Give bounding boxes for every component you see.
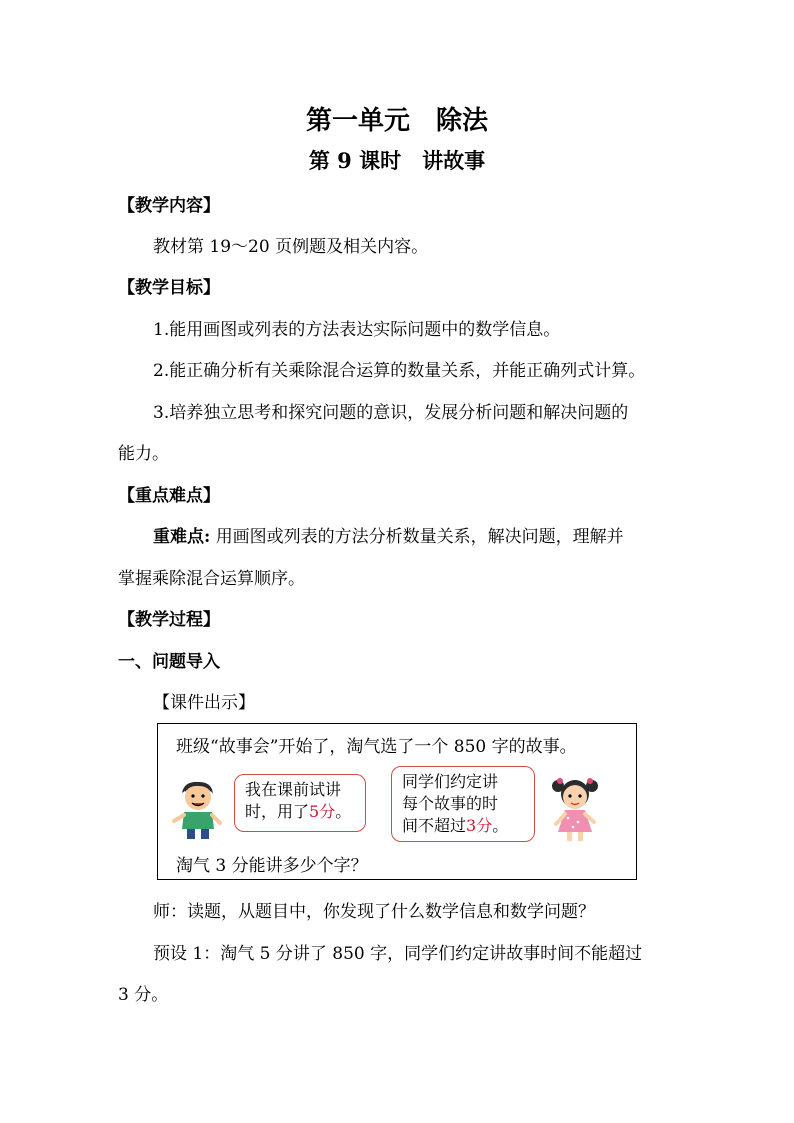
panel-story-line: 班级“故事会”开始了，淘气选了一个 850 字的故事。 bbox=[176, 737, 577, 757]
courseware-label: 【课件出示】 bbox=[153, 693, 255, 713]
girl-bubble-line2: 每个故事的时 bbox=[402, 794, 499, 813]
panel-question: 淘气 3 分能讲多少个字？ bbox=[176, 856, 368, 876]
key-label: 重难点 bbox=[153, 527, 204, 547]
preset-1-line1: 预设 1：淘气 5 分讲了 850 字，同学们约定讲故事时间不能超过 bbox=[153, 944, 643, 964]
key-points-line1: 重难点: 用画图或列表的方法分析数量关系，解决问题，理解并 bbox=[153, 527, 624, 547]
girl-time-highlight: 3分 bbox=[466, 816, 493, 835]
boy-speech-bubble bbox=[234, 774, 366, 832]
goal-3-line2: 能力。 bbox=[118, 444, 169, 464]
page-subtitle: 第 9 课时 讲故事 bbox=[308, 148, 486, 173]
heading-process: 【教学过程】 bbox=[118, 610, 220, 630]
page-title: 第一单元 除法 bbox=[305, 106, 488, 136]
boy-figure-icon bbox=[172, 779, 222, 841]
goal-3-line1: 3.培养独立思考和探究问题的意识，发展分析问题和解决问题的 bbox=[153, 403, 629, 423]
key-text: 用画图或列表的方法分析数量关系，解决问题，理解并 bbox=[215, 527, 624, 547]
boy-bubble-line1: 我在课前试讲 bbox=[245, 780, 342, 799]
heading-key-points: 【重点难点】 bbox=[118, 486, 220, 506]
content-text: 教材第 19～20 页例题及相关内容。 bbox=[153, 237, 429, 257]
part1-heading: 一、问题导入 bbox=[118, 652, 220, 672]
preset-1-line2: 3 分。 bbox=[118, 985, 169, 1005]
heading-content: 【教学内容】 bbox=[118, 196, 220, 216]
girl-speech-bubble bbox=[391, 766, 535, 842]
goal-1: 1.能用画图或列表的方法表达实际问题中的数学信息。 bbox=[153, 320, 561, 340]
courseware-panel bbox=[157, 723, 637, 880]
teacher-question: 师：读题，从题目中，你发现了什么数学信息和数学问题？ bbox=[153, 902, 595, 922]
boy-time-highlight: 5分 bbox=[309, 802, 336, 821]
boy-bubble-line2: 时，用了5分。 bbox=[245, 802, 352, 821]
girl-bubble-line1: 同学们约定讲 bbox=[402, 772, 499, 791]
girl-figure-icon bbox=[548, 774, 602, 842]
goal-2: 2.能正确分析有关乘除混合运算的数量关系，并能正确列式计算。 bbox=[153, 361, 646, 381]
key-points-line2: 掌握乘除混合运算顺序。 bbox=[118, 569, 305, 589]
heading-goals: 【教学目标】 bbox=[118, 278, 220, 298]
girl-bubble-line3: 间不超过3分。 bbox=[402, 816, 509, 835]
